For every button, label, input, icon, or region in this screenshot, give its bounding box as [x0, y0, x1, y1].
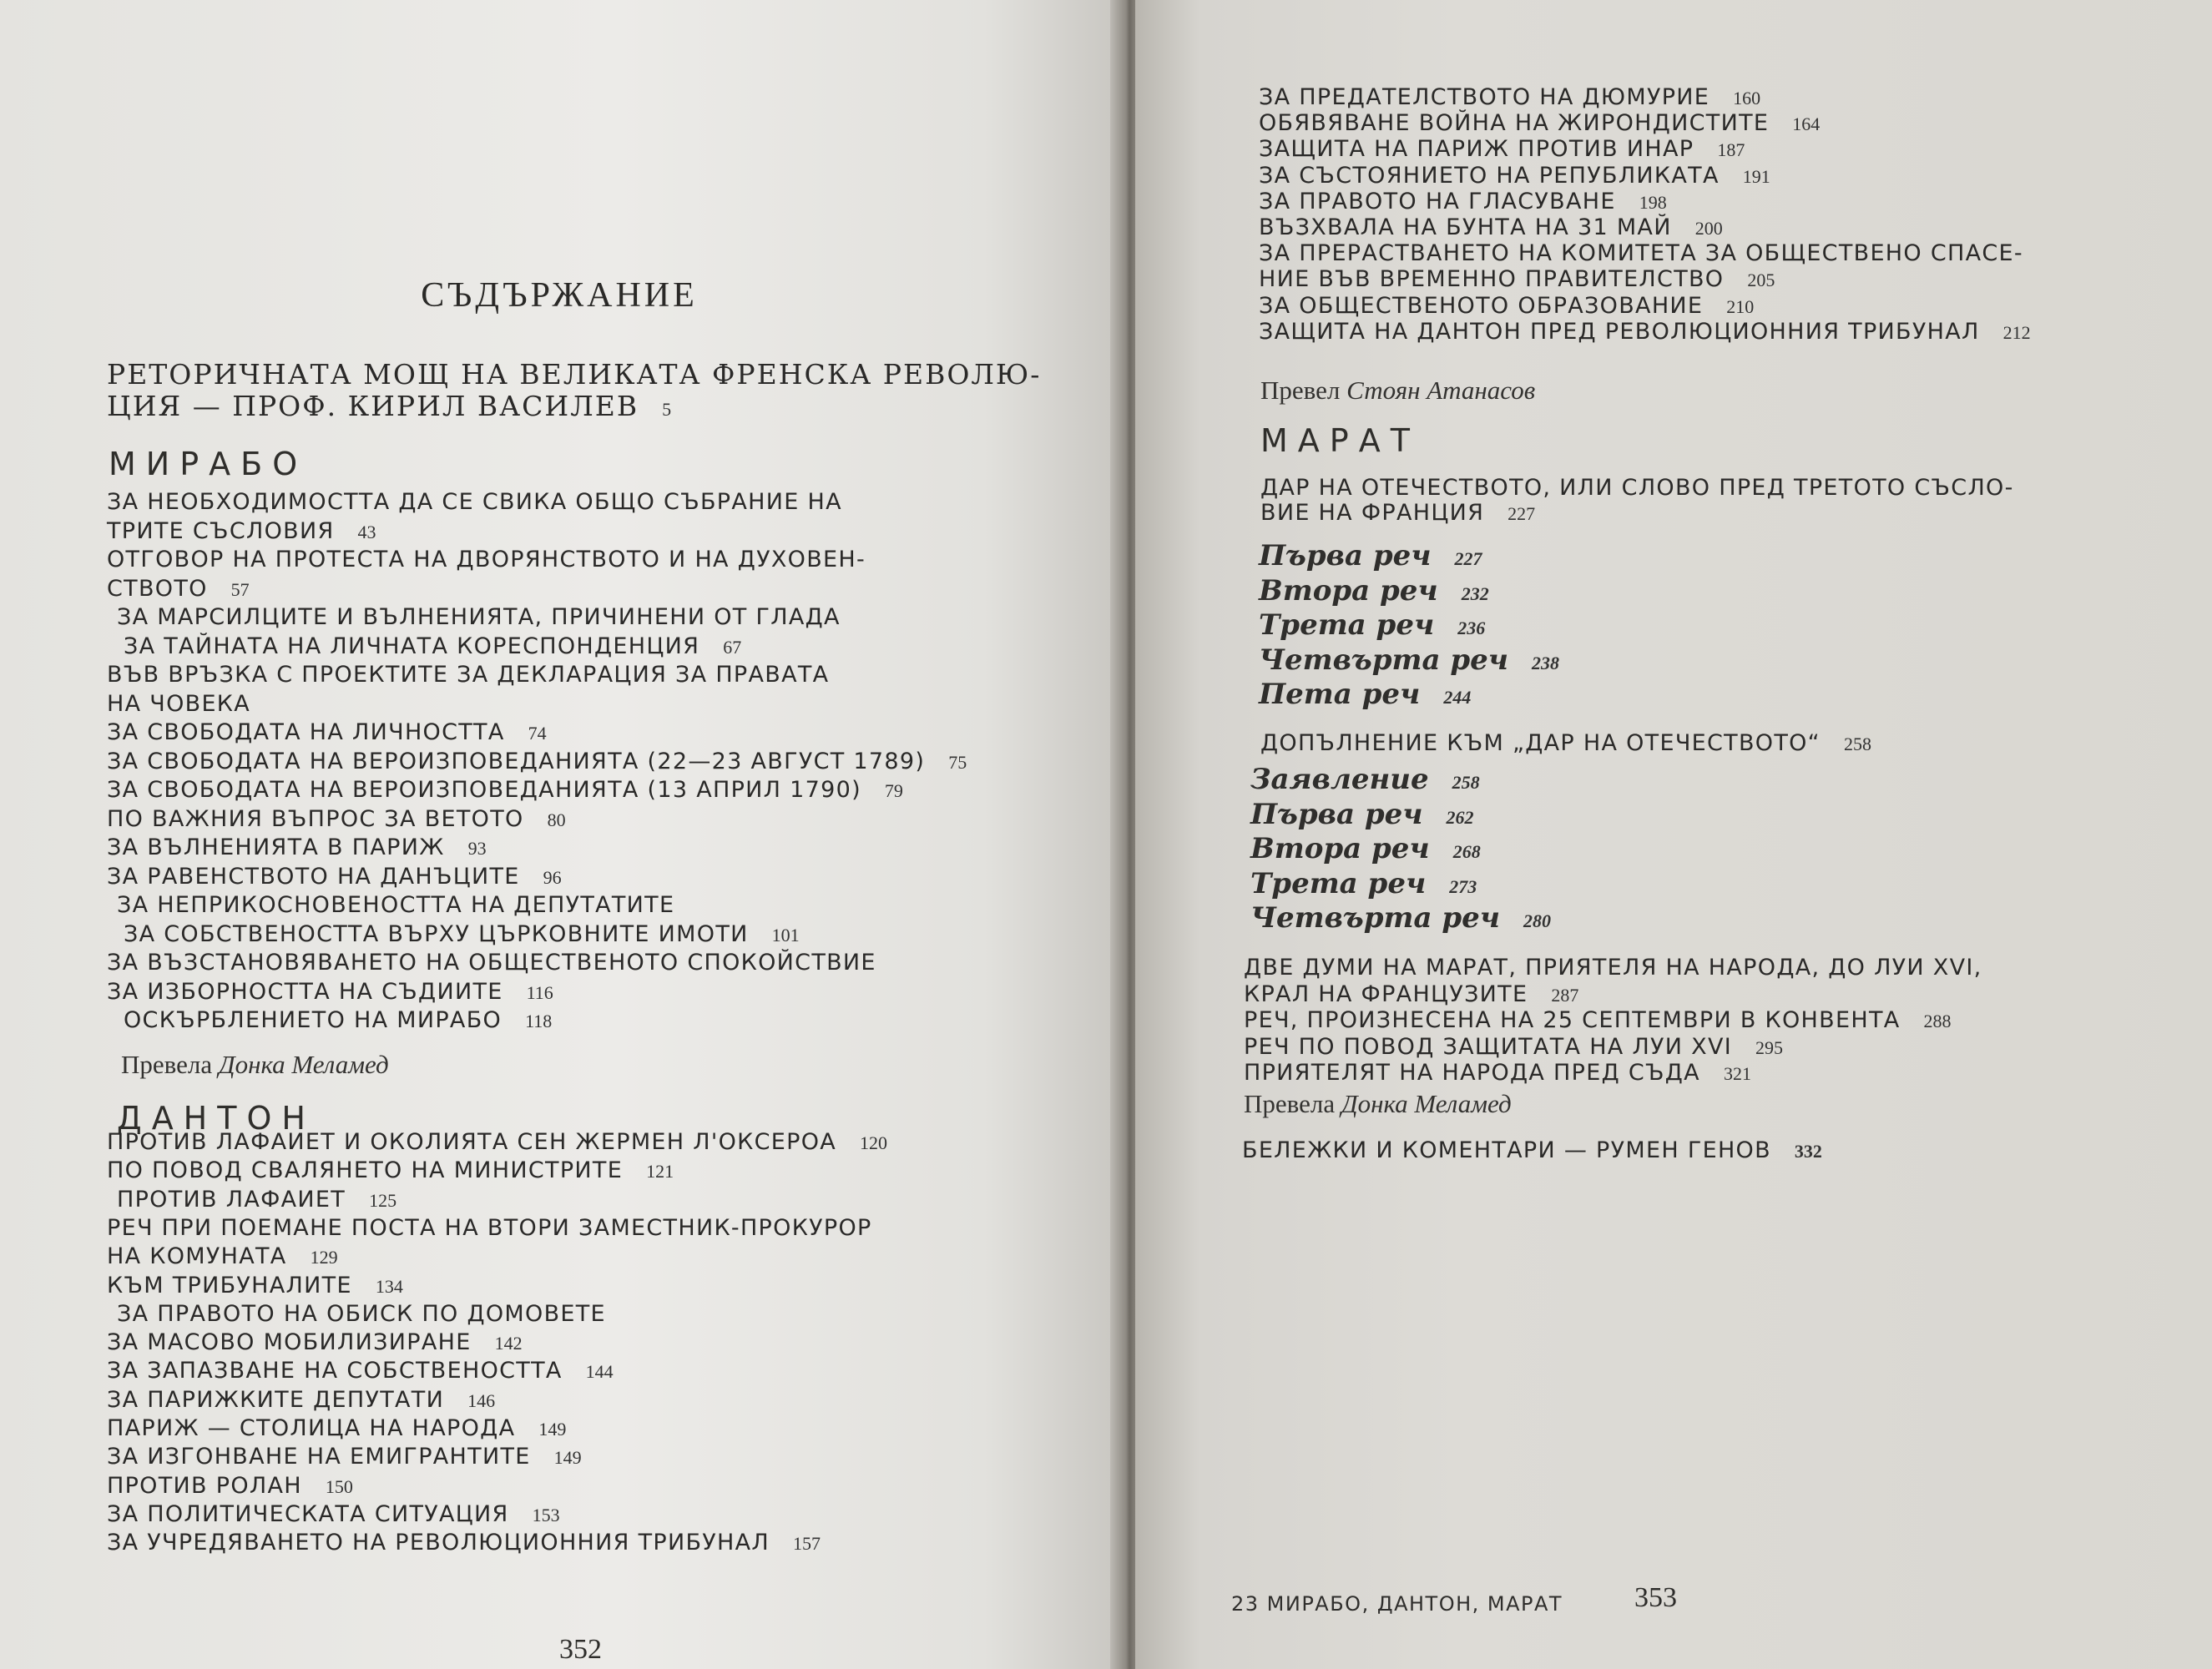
toc-entry-text: ЗА ВЪЗСТАНОВЯВАНЕТО НА ОБЩЕСТВЕНОТО СПОКОЙСТВИЕ [107, 950, 876, 976]
speech-entry [1250, 832, 1481, 865]
toc-entry-text: ЗА ЗАПАЗВАНЕ НА СОБСТВЕНОСТТА [107, 1358, 563, 1384]
speech-entry-text: Втора реч [1250, 832, 1430, 865]
speech-entry-text: Заявление [1250, 763, 1429, 796]
speech-entry [1259, 574, 1489, 608]
toc-entry [117, 1300, 606, 1329]
toc-entry [1259, 135, 1745, 164]
toc-entry-page-number: 149 [553, 1447, 582, 1469]
toc-entry [107, 488, 842, 517]
speech-entry-text: Първа реч [1250, 797, 1423, 831]
speech-entry [1250, 867, 1477, 900]
toc-entry-text: ЗА СВОБОДАТА НА ВЕРОИЗПОВЕДАНИЯТА (13 АПРИЛ 1790) [107, 777, 861, 803]
toc-entry [107, 1272, 403, 1301]
toc-entry [107, 978, 553, 1007]
speech-entry-text: Четвърта реч [1259, 643, 1509, 677]
toc-entry-text: ПРОТИВ РОЛАН [107, 1472, 302, 1499]
toc-entry [1244, 1006, 1952, 1036]
speech-entry-page-number: 273 [1449, 875, 1477, 897]
toc-entry [107, 575, 250, 604]
toc-entry [107, 546, 866, 574]
toc-entry-page-number: 142 [494, 1333, 523, 1354]
toc-entry-text: ПО ПОВОД СВАЛЯНЕТО НА МИНИСТРИТЕ [107, 1157, 624, 1184]
speech-entry-text: Трета реч [1250, 866, 1427, 900]
toc-entry [107, 1529, 821, 1558]
speech-entry-page-number: 268 [1452, 841, 1481, 862]
toc-entry [117, 603, 841, 632]
toc-entry-page-number: 205 [1747, 270, 1775, 291]
page-number-left: 352 [559, 1634, 602, 1665]
toc-entry-page-number: 121 [646, 1161, 674, 1182]
speech-entry [1259, 539, 1482, 572]
toc-entry-text: ЗА ИЗГОНВАНЕ НА ЕМИГРАНТИТЕ [107, 1444, 531, 1470]
toc-entry-text: ПО ВАЖНИЯ ВЪПРОС ЗА ВЕТОТО [107, 805, 524, 832]
toc-entry-page-number: 101 [771, 924, 800, 945]
toc-entry [107, 1329, 523, 1358]
toc-entry-text: РЕЧ ПРИ ПОЕМАНЕ ПОСТА НА ВТОРИ ЗАМЕСТНИК-ПРОКУРОР [107, 1214, 872, 1241]
toc-entry-page-number: 321 [1723, 1063, 1751, 1084]
speech-entry-text: Първа реч [1259, 539, 1432, 572]
toc-entry-page-number: 75 [948, 751, 967, 773]
toc-entry [1259, 292, 1754, 321]
toc-entry-page-number: 93 [467, 838, 487, 859]
toc-entry-text: ЗАЩИТА НА ПАРИЖ ПРОТИВ ИНАР [1259, 136, 1694, 163]
toc-entry-text: ЗА ПРЕДАТЕЛСТВОТО НА ДЮМУРИЕ [1259, 84, 1710, 110]
speech-entry-text: Трета реч [1259, 608, 1435, 642]
contents-title: СЪДЪРЖАНИЕ [421, 276, 698, 315]
toc-entry [124, 920, 800, 950]
toc-entry [107, 1414, 566, 1444]
toc-entry-text: ЗА ПРАВОТО НА ОБИСК ПО ДОМОВЕТЕ [117, 1300, 606, 1327]
toc-entry-text: ЗА ИЗБОРНОСТТА НА СЪДИИТЕ [107, 978, 503, 1005]
toc-entry [1259, 214, 1723, 243]
toc-entry-text: ЗА НЕОБХОДИМОСТТА ДА СЕ СВИКА ОБЩО СЪБРАНИЕ НА [107, 489, 842, 515]
speech-entry-page-number: 236 [1457, 618, 1486, 638]
speech-entry-text: Пета реч [1259, 678, 1421, 711]
toc-entry-text: ЗА ВЪЛНЕНИЯТА В ПАРИЖ [107, 834, 445, 860]
danton-credit: Превел Стоян Атанасов [1260, 376, 1536, 405]
speech-entry [1250, 763, 1480, 796]
toc-entry [107, 1214, 872, 1243]
toc-entry-text: ЗА ТАЙНАТА НА ЛИЧНАТА КОРЕСПОНДЕНЦИЯ [124, 633, 700, 659]
toc-entry-text: РЕЧ, ПРОИЗНЕСЕНА НА 25 СЕПТЕМВРИ В КОНВЕНТА [1244, 1007, 1901, 1033]
toc-entry-page-number: 153 [532, 1504, 560, 1525]
supplement-entry: ДОПЪЛНЕНИЕ КЪМ „ДАР НА ОТЕЧЕСТВОТО“ 258 [1260, 730, 1871, 756]
toc-entry-text: ПРИЯТЕЛЯТ НА НАРОДА ПРЕД СЪДА [1244, 1060, 1700, 1086]
toc-entry-page-number: 129 [310, 1247, 338, 1268]
speech-entry-page-number: 244 [1443, 687, 1472, 708]
toc-entry [107, 1128, 887, 1157]
toc-entry-page-number: 187 [1717, 139, 1745, 161]
toc-entry [107, 1443, 582, 1472]
toc-entry-page-number: 150 [325, 1475, 353, 1497]
toc-entry-text: ЗА СВОБОДАТА НА ВЕРОИЗПОВЕДАНИЯТА (22—23 АВГУСТ 1789) [107, 748, 926, 774]
toc-entry-text: ЗА МАСОВО МОБИЛИЗИРАНЕ [107, 1329, 472, 1356]
toc-entry [1244, 1033, 1783, 1062]
toc-entry [1244, 1059, 1751, 1088]
toc-entry [107, 690, 250, 719]
toc-entry [1244, 954, 1982, 982]
marat-dar-line1: ДАР НА ОТЕЧЕСТВОТО, ИЛИ СЛОВО ПРЕД ТРЕТОТО СЪСЛО- [1260, 475, 2014, 501]
toc-entry-page-number: 146 [467, 1389, 496, 1411]
speech-entry-page-number: 258 [1452, 772, 1480, 793]
toc-entry-page-number: 144 [585, 1361, 614, 1383]
toc-entry-page-number: 118 [525, 1011, 553, 1031]
section-heading-mirabeau: МИРАБО [109, 446, 308, 482]
toc-entry [1259, 265, 1775, 295]
toc-entry [1259, 83, 1760, 113]
toc-entry [107, 1357, 614, 1386]
toc-entry [117, 1186, 396, 1215]
toc-entry-page-number: 74 [528, 723, 547, 744]
toc-entry [1259, 240, 2023, 268]
toc-entry-page-number: 43 [357, 521, 376, 542]
toc-entry-text: ВЪЗХВАЛА НА БУНТА НА 31 МАЙ [1259, 214, 1672, 240]
speech-entry [1250, 798, 1474, 831]
toc-entry-text: ЗА ПРАВОТО НА ГЛАСУВАНЕ [1259, 188, 1616, 214]
toc-entry-page-number: 160 [1733, 88, 1761, 108]
toc-entry-text: ПРОТИВ ЛАФАИЕТ И ОКОЛИЯТА СЕН ЖЕРМЕН Л'ОКСЕРОА [107, 1129, 837, 1155]
toc-entry-page-number: 295 [1755, 1036, 1784, 1058]
toc-entry-text: КРАЛ НА ФРАНЦУЗИТЕ [1244, 981, 1528, 1007]
toc-entry-page-number: 191 [1742, 165, 1770, 187]
toc-entry-text: НИЕ ВЪВ ВРЕМЕННО ПРАВИТЕЛСТВО [1259, 266, 1725, 293]
toc-entry-text: ЗА ПОЛИТИЧЕСКАТА СИТУАЦИЯ [107, 1500, 509, 1527]
speech-entry [1259, 643, 1559, 677]
speech-entry-text: Втора реч [1259, 573, 1438, 608]
toc-entry-page-number: 96 [543, 866, 562, 888]
toc-entry-text: СТВОТО [107, 575, 208, 602]
toc-entry-page-number: 212 [2002, 321, 2031, 343]
toc-entry-page-number: 157 [793, 1533, 821, 1555]
toc-entry-text: ПРОТИВ ЛАФАИЕТ [117, 1186, 346, 1213]
section-heading-marat: МАРАТ [1260, 422, 1420, 459]
toc-entry-page-number: 149 [538, 1419, 567, 1440]
toc-entry [107, 805, 566, 834]
toc-entry [107, 748, 967, 777]
toc-entry-page-number: 288 [1923, 1011, 1952, 1031]
marat-credit: Превела Донка Меламед [1244, 1089, 1512, 1118]
toc-entry-page-number: 79 [884, 780, 903, 801]
speech-entry-page-number: 227 [1454, 548, 1482, 569]
toc-entry-text: ЗАЩИТА НА ДАНТОН ПРЕД РЕВОЛЮЦИОННИЯ ТРИБУНАЛ [1259, 318, 1980, 345]
toc-entry-text: ЗА РАВЕНСТВОТО НА ДАНЪЦИТЕ [107, 863, 520, 890]
mirabeau-credit: Превела Донка Меламед [121, 1050, 389, 1079]
toc-entry-text: ВЪВ ВРЪЗКА С ПРОЕКТИТЕ ЗА ДЕКЛАРАЦИЯ ЗА ПРАВАТА [107, 662, 830, 688]
toc-entry-page-number: 125 [369, 1189, 397, 1211]
toc-entry-text: ОТГОВОР НА ПРОТЕСТА НА ДВОРЯНСТВОТО И НА ДУХОВЕН- [107, 547, 866, 572]
marat-dar-line2: ВИЕ НА ФРАНЦИЯ 227 [1260, 500, 1536, 526]
toc-entry [1259, 109, 1820, 139]
toc-entry-page-number: 120 [860, 1132, 888, 1153]
toc-entry-text: ЗА НЕПРИКОСНОВЕНОСТТА НА ДЕПУТАТИТЕ [117, 892, 675, 918]
speech-entry-page-number: 232 [1461, 582, 1489, 604]
speech-entry [1250, 901, 1551, 935]
toc-entry-text: КЪМ ТРИБУНАЛИТЕ [107, 1272, 352, 1298]
toc-entry [1259, 318, 2031, 347]
speech-entry-page-number: 280 [1523, 910, 1552, 931]
toc-entry-page-number: 164 [1792, 113, 1821, 135]
toc-entry [107, 1157, 674, 1186]
toc-entry-text: ТРИТЕ СЪСЛОВИЯ [107, 517, 335, 544]
toc-entry [107, 517, 376, 547]
toc-entry [107, 661, 829, 689]
toc-entry-page-number: 287 [1551, 984, 1579, 1006]
toc-entry-text: ОСКЪРБЛЕНИЕТО НА МИРАБО [124, 1007, 502, 1033]
speech-entry-page-number: 262 [1446, 806, 1474, 828]
toc-entry [1259, 162, 1770, 191]
toc-entry [107, 863, 562, 892]
toc-entry-page-number: 198 [1639, 191, 1667, 213]
toc-entry [107, 1243, 338, 1272]
right-page [1135, 0, 2212, 1669]
toc-entry [107, 1386, 495, 1415]
toc-entry [107, 719, 547, 748]
toc-entry-text: ОБЯВЯВАНЕ ВОЙНА НА ЖИРОНДИСТИТЕ [1259, 110, 1770, 137]
page-number-right: 353 [1634, 1582, 1677, 1613]
toc-entry-text: НА КОМУНАТА [107, 1243, 287, 1270]
speech-entry-text: Четвърта реч [1250, 901, 1501, 935]
bleed-through-text [92, 50, 1060, 87]
speech-entry [1259, 678, 1471, 711]
toc-entry-text: ДВЕ ДУМИ НА МАРАТ, ПРИЯТЕЛЯ НА НАРОДА, ДО ЛУИ XVI, [1244, 955, 1982, 981]
toc-entry-text: ЗА СЪСТОЯНИЕТО НА РЕПУБЛИКАТА [1259, 162, 1720, 189]
toc-entry-text: РЕЧ ПО ПОВОД ЗАЩИТАТА НА ЛУИ XVI [1244, 1033, 1733, 1060]
toc-entry [107, 834, 487, 863]
toc-entry-page-number: 134 [375, 1275, 403, 1297]
speech-entry-page-number: 238 [1532, 652, 1560, 673]
toc-entry-page-number: 67 [723, 636, 742, 658]
toc-entry-page-number: 80 [547, 809, 566, 830]
toc-entry-text: ЗА УЧРЕДЯВАНЕТО НА РЕВОЛЮЦИОННИЯ ТРИБУНАЛ [107, 1530, 770, 1556]
toc-entry [117, 891, 674, 920]
toc-entry-page-number: 116 [526, 981, 553, 1003]
intro-entry-line1: РЕТОРИЧНАТА МОЩ НА ВЕЛИКАТА ФРЕНСКА РЕВОЛЮ- [107, 358, 1042, 391]
toc-entry [107, 1472, 353, 1501]
toc-entry [107, 949, 876, 977]
speech-entry [1259, 608, 1485, 642]
toc-entry-page-number: 200 [1694, 218, 1723, 239]
toc-entry-text: ЗА ПАРИЖКИТЕ ДЕПУТАТИ [107, 1386, 445, 1413]
notes-entry: БЕЛЕЖКИ И КОМЕНТАРИ — РУМЕН ГЕНОВ 332 [1242, 1137, 1822, 1163]
toc-entry [124, 633, 741, 662]
toc-entry-text: ЗА МАРСИЛЦИТЕ И ВЪЛНЕНИЯТА, ПРИЧИНЕНИ ОТ ГЛАДА [117, 604, 841, 630]
toc-entry [107, 1500, 560, 1530]
toc-entry-text: ПАРИЖ — СТОЛИЦА НА НАРОДА [107, 1415, 516, 1441]
toc-entry-text: НА ЧОВЕКА [107, 690, 251, 717]
toc-entry [124, 1006, 552, 1036]
toc-entry-text: ЗА ПРЕРАСТВАНЕТО НА КОМИТЕТА ЗА ОБЩЕСТВЕНО СПАСЕ- [1259, 240, 2023, 267]
printers-signature: 23 МИРАБО, ДАНТОН, МАРАТ [1231, 1592, 1563, 1616]
toc-entry-text: ЗА СВОБОДАТА НА ЛИЧНОСТТА [107, 719, 505, 745]
intro-entry-line2: ЦИЯ — ПРОФ. КИРИЛ ВАСИЛЕВ 5 [107, 390, 672, 422]
toc-entry [1259, 188, 1667, 217]
toc-entry [107, 776, 903, 805]
toc-entry-text: ЗА ОБЩЕСТВЕНОТО ОБРАЗОВАНИЕ [1259, 292, 1704, 319]
section-heading-danton: ДАНТОН [117, 1100, 316, 1137]
toc-entry-text: ЗА СОБСТВЕНОСТТА ВЪРХУ ЦЪРКОВНИТЕ ИМОТИ [124, 920, 749, 947]
toc-entry [1244, 981, 1578, 1010]
toc-entry-page-number: 210 [1726, 295, 1755, 317]
toc-entry-page-number: 57 [230, 578, 250, 600]
